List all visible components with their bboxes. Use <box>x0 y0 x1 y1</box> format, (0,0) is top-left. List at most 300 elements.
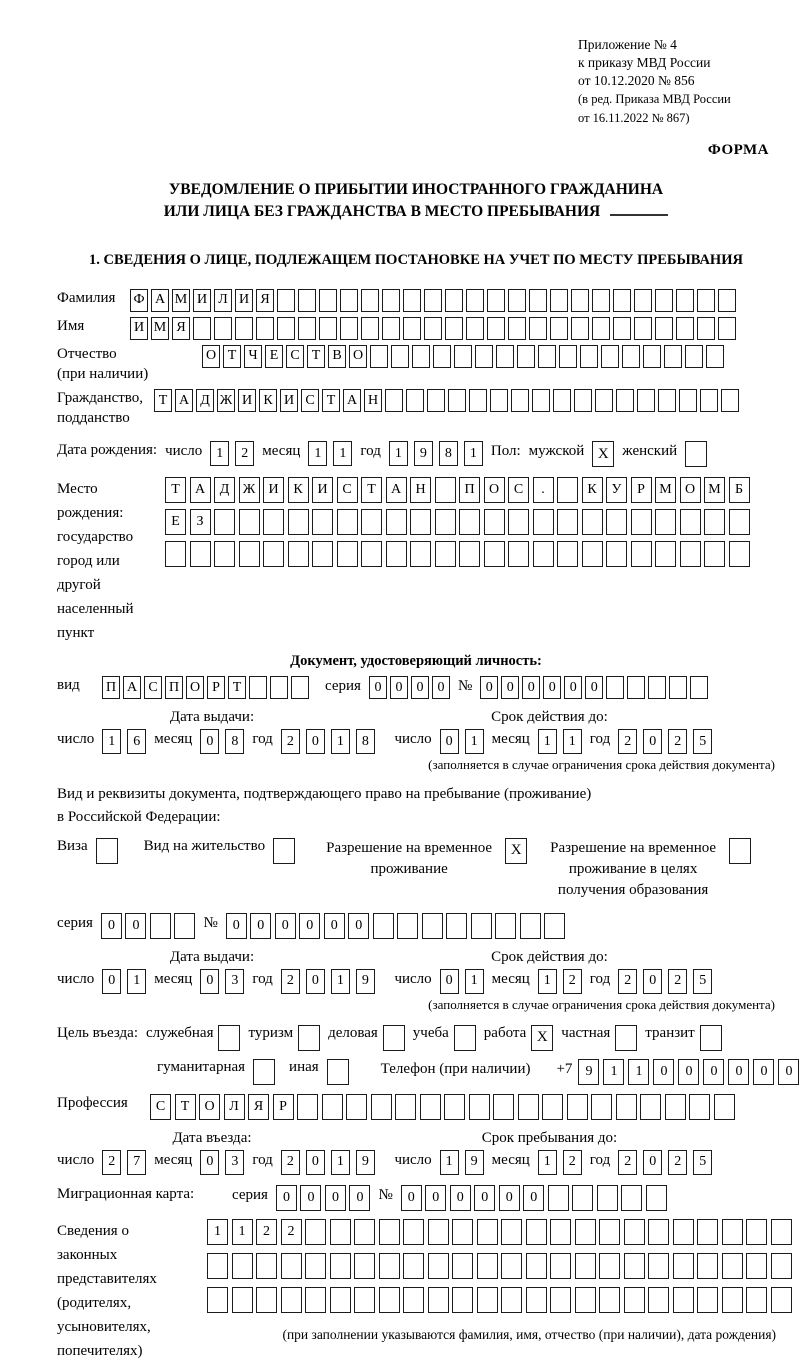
char-cell[interactable] <box>391 345 409 368</box>
char-cell[interactable] <box>397 913 418 939</box>
migration-series-cells[interactable] <box>276 1185 371 1211</box>
char-cell[interactable] <box>410 509 431 535</box>
char-cell[interactable] <box>298 317 316 340</box>
char-cell[interactable]: 0 <box>432 676 450 699</box>
char-cell[interactable]: 0 <box>306 1150 325 1175</box>
char-cell[interactable]: 0 <box>401 1185 422 1211</box>
char-cell[interactable]: 9 <box>414 441 433 466</box>
char-cell[interactable]: 0 <box>276 1185 297 1211</box>
char-cell[interactable] <box>330 1287 351 1313</box>
char-cell[interactable] <box>235 317 253 340</box>
char-cell[interactable]: 0 <box>643 969 662 994</box>
char-cell[interactable] <box>533 509 554 535</box>
char-cell[interactable] <box>648 1219 669 1245</box>
char-cell[interactable] <box>616 1094 637 1120</box>
char-cell[interactable]: К <box>582 477 603 503</box>
char-cell[interactable]: 8 <box>439 441 458 466</box>
char-cell[interactable]: 0 <box>728 1059 749 1085</box>
birthdate-year-cells[interactable] <box>389 441 483 466</box>
char-cell[interactable]: . <box>533 477 554 503</box>
char-cell[interactable] <box>599 1219 620 1245</box>
char-cell[interactable] <box>722 1219 743 1245</box>
char-cell[interactable]: А <box>151 289 169 312</box>
char-cell[interactable] <box>655 509 676 535</box>
char-cell[interactable]: 7 <box>127 1150 146 1175</box>
char-cell[interactable]: 0 <box>425 1185 446 1211</box>
char-cell[interactable] <box>354 1287 375 1313</box>
char-cell[interactable]: К <box>288 477 309 503</box>
char-cell[interactable] <box>746 1219 767 1245</box>
char-cell[interactable] <box>575 1253 596 1279</box>
char-cell[interactable] <box>435 541 456 567</box>
char-cell[interactable] <box>305 1287 326 1313</box>
char-cell[interactable]: Ж <box>239 477 260 503</box>
char-cell[interactable] <box>508 289 526 312</box>
char-cell[interactable]: Д <box>214 477 235 503</box>
char-cell[interactable] <box>624 1253 645 1279</box>
char-cell[interactable]: 0 <box>226 913 247 939</box>
char-cell[interactable] <box>550 1219 571 1245</box>
char-cell[interactable]: 1 <box>538 1150 557 1175</box>
char-cell[interactable] <box>508 317 526 340</box>
char-cell[interactable]: 0 <box>200 969 219 994</box>
char-cell[interactable] <box>597 1185 618 1211</box>
char-cell[interactable] <box>477 1253 498 1279</box>
char-cell[interactable]: Ф <box>130 289 148 312</box>
birthplace-cells-row3[interactable] <box>165 541 750 567</box>
char-cell[interactable] <box>613 289 631 312</box>
char-cell[interactable]: Т <box>322 389 340 412</box>
char-cell[interactable] <box>529 289 547 312</box>
stay-year-cells[interactable] <box>618 1150 712 1175</box>
char-cell[interactable]: 1 <box>331 729 350 754</box>
char-cell[interactable]: 9 <box>356 969 375 994</box>
char-cell[interactable] <box>599 1253 620 1279</box>
char-cell[interactable] <box>239 541 260 567</box>
char-cell[interactable]: С <box>508 477 529 503</box>
purpose-work-checkbox[interactable]: X <box>531 1025 553 1051</box>
char-cell[interactable]: 2 <box>618 969 637 994</box>
char-cell[interactable]: 0 <box>349 1185 370 1211</box>
char-cell[interactable]: О <box>202 345 220 368</box>
char-cell[interactable] <box>559 345 577 368</box>
char-cell[interactable] <box>281 1253 302 1279</box>
char-cell[interactable]: 9 <box>578 1059 599 1085</box>
char-cell[interactable]: О <box>484 477 505 503</box>
residence-permit-checkbox[interactable] <box>273 838 295 864</box>
char-cell[interactable] <box>704 541 725 567</box>
char-cell[interactable] <box>517 345 535 368</box>
char-cell[interactable] <box>622 345 640 368</box>
char-cell[interactable] <box>424 317 442 340</box>
char-cell[interactable] <box>319 317 337 340</box>
char-cell[interactable]: 1 <box>127 969 146 994</box>
residence-issue-day-cells[interactable] <box>102 969 146 994</box>
char-cell[interactable] <box>459 509 480 535</box>
char-cell[interactable]: 0 <box>678 1059 699 1085</box>
char-cell[interactable] <box>704 509 725 535</box>
char-cell[interactable]: 0 <box>440 969 459 994</box>
char-cell[interactable] <box>655 289 673 312</box>
char-cell[interactable] <box>599 1287 620 1313</box>
char-cell[interactable]: 0 <box>324 913 345 939</box>
char-cell[interactable] <box>403 289 421 312</box>
char-cell[interactable]: Т <box>223 345 241 368</box>
char-cell[interactable]: 0 <box>753 1059 774 1085</box>
char-cell[interactable] <box>729 509 750 535</box>
char-cell[interactable] <box>624 1287 645 1313</box>
char-cell[interactable] <box>403 317 421 340</box>
char-cell[interactable]: 0 <box>499 1185 520 1211</box>
char-cell[interactable] <box>448 389 466 412</box>
char-cell[interactable]: С <box>301 389 319 412</box>
char-cell[interactable]: 5 <box>693 729 712 754</box>
purpose-private-checkbox[interactable] <box>615 1025 637 1051</box>
birthplace-cells-row1[interactable] <box>165 477 750 503</box>
char-cell[interactable] <box>655 541 676 567</box>
char-cell[interactable] <box>337 509 358 535</box>
char-cell[interactable] <box>281 1287 302 1313</box>
visa-checkbox[interactable] <box>96 838 118 864</box>
char-cell[interactable] <box>452 1219 473 1245</box>
char-cell[interactable]: Р <box>631 477 652 503</box>
char-cell[interactable] <box>382 289 400 312</box>
char-cell[interactable] <box>601 345 619 368</box>
char-cell[interactable] <box>655 317 673 340</box>
char-cell[interactable] <box>288 541 309 567</box>
char-cell[interactable] <box>634 289 652 312</box>
char-cell[interactable] <box>591 1094 612 1120</box>
char-cell[interactable]: 0 <box>300 1185 321 1211</box>
char-cell[interactable] <box>572 1185 593 1211</box>
char-cell[interactable] <box>406 389 424 412</box>
char-cell[interactable] <box>697 1219 718 1245</box>
char-cell[interactable]: Я <box>248 1094 269 1120</box>
char-cell[interactable] <box>291 676 309 699</box>
char-cell[interactable]: Ч <box>244 345 262 368</box>
char-cell[interactable] <box>685 345 703 368</box>
char-cell[interactable]: 1 <box>464 441 483 466</box>
char-cell[interactable] <box>484 541 505 567</box>
char-cell[interactable]: П <box>165 676 183 699</box>
char-cell[interactable]: Я <box>172 317 190 340</box>
char-cell[interactable] <box>697 317 715 340</box>
char-cell[interactable] <box>658 389 676 412</box>
char-cell[interactable]: О <box>186 676 204 699</box>
char-cell[interactable] <box>256 317 274 340</box>
char-cell[interactable]: 2 <box>102 1150 121 1175</box>
issue-day-cells[interactable] <box>102 729 146 754</box>
char-cell[interactable] <box>370 345 388 368</box>
char-cell[interactable] <box>361 541 382 567</box>
char-cell[interactable]: Д <box>196 389 214 412</box>
char-cell[interactable] <box>575 1219 596 1245</box>
char-cell[interactable] <box>373 913 394 939</box>
char-cell[interactable]: 1 <box>308 441 327 466</box>
char-cell[interactable] <box>490 389 508 412</box>
char-cell[interactable]: Т <box>361 477 382 503</box>
char-cell[interactable]: З <box>190 509 211 535</box>
char-cell[interactable] <box>550 317 568 340</box>
char-cell[interactable]: А <box>190 477 211 503</box>
char-cell[interactable]: И <box>312 477 333 503</box>
char-cell[interactable]: А <box>386 477 407 503</box>
issue-month-cells[interactable] <box>200 729 244 754</box>
char-cell[interactable] <box>469 1094 490 1120</box>
char-cell[interactable]: 5 <box>693 1150 712 1175</box>
char-cell[interactable] <box>454 345 472 368</box>
char-cell[interactable] <box>676 289 694 312</box>
char-cell[interactable]: 6 <box>127 729 146 754</box>
entry-day-cells[interactable] <box>102 1150 146 1175</box>
char-cell[interactable]: К <box>259 389 277 412</box>
char-cell[interactable] <box>305 1219 326 1245</box>
char-cell[interactable] <box>526 1219 547 1245</box>
char-cell[interactable] <box>722 1253 743 1279</box>
char-cell[interactable] <box>446 913 467 939</box>
char-cell[interactable] <box>379 1287 400 1313</box>
birthplace-cells-row2[interactable] <box>165 509 750 535</box>
char-cell[interactable] <box>592 317 610 340</box>
char-cell[interactable] <box>729 541 750 567</box>
char-cell[interactable] <box>403 1287 424 1313</box>
char-cell[interactable] <box>538 345 556 368</box>
char-cell[interactable]: 0 <box>643 1150 662 1175</box>
char-cell[interactable] <box>305 1253 326 1279</box>
char-cell[interactable]: Ж <box>217 389 235 412</box>
char-cell[interactable] <box>239 509 260 535</box>
purpose-tourism-checkbox[interactable] <box>298 1025 320 1051</box>
char-cell[interactable]: И <box>263 477 284 503</box>
char-cell[interactable]: Н <box>410 477 431 503</box>
char-cell[interactable] <box>337 541 358 567</box>
char-cell[interactable] <box>297 1094 318 1120</box>
char-cell[interactable]: 1 <box>628 1059 649 1085</box>
char-cell[interactable] <box>634 317 652 340</box>
char-cell[interactable]: 0 <box>306 969 325 994</box>
char-cell[interactable] <box>165 541 186 567</box>
expiry-year-cells[interactable] <box>618 729 712 754</box>
char-cell[interactable]: П <box>459 477 480 503</box>
char-cell[interactable] <box>567 1094 588 1120</box>
char-cell[interactable] <box>487 289 505 312</box>
citizenship-cells[interactable] <box>154 389 739 412</box>
char-cell[interactable] <box>340 317 358 340</box>
char-cell[interactable] <box>354 1253 375 1279</box>
char-cell[interactable] <box>676 317 694 340</box>
char-cell[interactable]: 3 <box>225 1150 244 1175</box>
residence-expiry-month-cells[interactable] <box>538 969 582 994</box>
char-cell[interactable] <box>697 289 715 312</box>
char-cell[interactable]: И <box>193 289 211 312</box>
char-cell[interactable] <box>424 289 442 312</box>
char-cell[interactable]: О <box>349 345 367 368</box>
char-cell[interactable]: 1 <box>331 1150 350 1175</box>
char-cell[interactable] <box>385 389 403 412</box>
char-cell[interactable]: Е <box>265 345 283 368</box>
char-cell[interactable]: А <box>175 389 193 412</box>
gender-female-checkbox[interactable] <box>685 441 707 467</box>
char-cell[interactable] <box>382 317 400 340</box>
char-cell[interactable]: 1 <box>207 1219 228 1245</box>
char-cell[interactable] <box>606 509 627 535</box>
representatives-cells-row2[interactable] <box>207 1253 792 1279</box>
char-cell[interactable] <box>330 1253 351 1279</box>
char-cell[interactable] <box>721 389 739 412</box>
char-cell[interactable]: 0 <box>125 913 146 939</box>
char-cell[interactable] <box>648 676 666 699</box>
char-cell[interactable]: 0 <box>348 913 369 939</box>
char-cell[interactable] <box>420 1094 441 1120</box>
char-cell[interactable] <box>771 1253 792 1279</box>
char-cell[interactable] <box>403 1219 424 1245</box>
char-cell[interactable] <box>571 317 589 340</box>
char-cell[interactable] <box>312 541 333 567</box>
char-cell[interactable] <box>386 509 407 535</box>
char-cell[interactable] <box>256 1287 277 1313</box>
char-cell[interactable] <box>428 1287 449 1313</box>
char-cell[interactable]: 2 <box>281 1150 300 1175</box>
char-cell[interactable]: 1 <box>210 441 229 466</box>
char-cell[interactable] <box>592 289 610 312</box>
char-cell[interactable] <box>312 509 333 535</box>
char-cell[interactable] <box>428 1253 449 1279</box>
char-cell[interactable] <box>214 509 235 535</box>
char-cell[interactable]: С <box>150 1094 171 1120</box>
gender-male-checkbox[interactable]: X <box>592 441 614 467</box>
birthdate-month-cells[interactable] <box>308 441 352 466</box>
temp-residence-edu-checkbox[interactable] <box>729 838 751 864</box>
char-cell[interactable] <box>256 1253 277 1279</box>
char-cell[interactable] <box>575 1287 596 1313</box>
char-cell[interactable] <box>648 1253 669 1279</box>
char-cell[interactable]: 8 <box>356 729 375 754</box>
char-cell[interactable]: 0 <box>102 969 121 994</box>
char-cell[interactable] <box>621 1185 642 1211</box>
char-cell[interactable]: А <box>343 389 361 412</box>
char-cell[interactable] <box>746 1287 767 1313</box>
char-cell[interactable]: 1 <box>331 969 350 994</box>
char-cell[interactable] <box>553 389 571 412</box>
char-cell[interactable] <box>150 913 171 939</box>
char-cell[interactable] <box>330 1219 351 1245</box>
char-cell[interactable] <box>582 509 603 535</box>
char-cell[interactable] <box>511 389 529 412</box>
char-cell[interactable]: Р <box>207 676 225 699</box>
residence-series-cells[interactable] <box>101 913 196 939</box>
char-cell[interactable] <box>452 1253 473 1279</box>
char-cell[interactable]: 2 <box>235 441 254 466</box>
char-cell[interactable]: 2 <box>618 1150 637 1175</box>
char-cell[interactable]: Т <box>165 477 186 503</box>
char-cell[interactable] <box>232 1253 253 1279</box>
char-cell[interactable] <box>232 1287 253 1313</box>
char-cell[interactable] <box>207 1253 228 1279</box>
purpose-business-checkbox[interactable] <box>383 1025 405 1051</box>
char-cell[interactable] <box>371 1094 392 1120</box>
char-cell[interactable] <box>544 913 565 939</box>
char-cell[interactable] <box>501 1253 522 1279</box>
char-cell[interactable]: 0 <box>564 676 582 699</box>
char-cell[interactable]: 0 <box>325 1185 346 1211</box>
char-cell[interactable] <box>613 317 631 340</box>
char-cell[interactable]: 8 <box>225 729 244 754</box>
char-cell[interactable]: 0 <box>450 1185 471 1211</box>
char-cell[interactable]: 0 <box>585 676 603 699</box>
char-cell[interactable] <box>526 1253 547 1279</box>
char-cell[interactable]: 0 <box>653 1059 674 1085</box>
char-cell[interactable] <box>433 345 451 368</box>
char-cell[interactable]: 1 <box>563 729 582 754</box>
birthdate-day-cells[interactable] <box>210 441 254 466</box>
char-cell[interactable] <box>379 1253 400 1279</box>
char-cell[interactable] <box>646 1185 667 1211</box>
char-cell[interactable] <box>722 1287 743 1313</box>
char-cell[interactable] <box>624 1219 645 1245</box>
representatives-cells-row1[interactable] <box>207 1219 792 1245</box>
char-cell[interactable]: 0 <box>703 1059 724 1085</box>
char-cell[interactable]: 1 <box>538 969 557 994</box>
char-cell[interactable] <box>557 477 578 503</box>
char-cell[interactable]: 1 <box>465 729 484 754</box>
char-cell[interactable] <box>452 1287 473 1313</box>
char-cell[interactable] <box>680 509 701 535</box>
char-cell[interactable]: Т <box>175 1094 196 1120</box>
char-cell[interactable]: 9 <box>356 1150 375 1175</box>
char-cell[interactable] <box>606 541 627 567</box>
char-cell[interactable] <box>648 1287 669 1313</box>
char-cell[interactable] <box>435 477 456 503</box>
char-cell[interactable]: 0 <box>643 729 662 754</box>
char-cell[interactable]: 0 <box>778 1059 799 1085</box>
char-cell[interactable] <box>174 913 195 939</box>
char-cell[interactable] <box>214 317 232 340</box>
char-cell[interactable] <box>298 289 316 312</box>
char-cell[interactable] <box>714 1094 735 1120</box>
char-cell[interactable] <box>214 541 235 567</box>
char-cell[interactable] <box>627 676 645 699</box>
char-cell[interactable] <box>501 1287 522 1313</box>
char-cell[interactable] <box>459 541 480 567</box>
char-cell[interactable] <box>508 541 529 567</box>
representatives-cells-row3[interactable] <box>207 1287 792 1313</box>
char-cell[interactable] <box>706 345 724 368</box>
char-cell[interactable] <box>542 1094 563 1120</box>
patronymic-cells[interactable] <box>202 345 724 368</box>
char-cell[interactable]: 0 <box>480 676 498 699</box>
char-cell[interactable]: 0 <box>411 676 429 699</box>
char-cell[interactable]: Л <box>214 289 232 312</box>
char-cell[interactable]: 1 <box>102 729 121 754</box>
char-cell[interactable]: 0 <box>369 676 387 699</box>
char-cell[interactable] <box>689 1094 710 1120</box>
surname-cells[interactable] <box>130 289 736 312</box>
char-cell[interactable]: О <box>199 1094 220 1120</box>
char-cell[interactable]: 0 <box>523 1185 544 1211</box>
char-cell[interactable] <box>673 1287 694 1313</box>
char-cell[interactable] <box>263 541 284 567</box>
char-cell[interactable] <box>640 1094 661 1120</box>
char-cell[interactable] <box>616 389 634 412</box>
char-cell[interactable] <box>263 509 284 535</box>
char-cell[interactable] <box>379 1219 400 1245</box>
char-cell[interactable] <box>501 1219 522 1245</box>
char-cell[interactable]: 0 <box>250 913 271 939</box>
char-cell[interactable] <box>664 345 682 368</box>
char-cell[interactable] <box>466 289 484 312</box>
char-cell[interactable]: 2 <box>618 729 637 754</box>
char-cell[interactable] <box>445 289 463 312</box>
